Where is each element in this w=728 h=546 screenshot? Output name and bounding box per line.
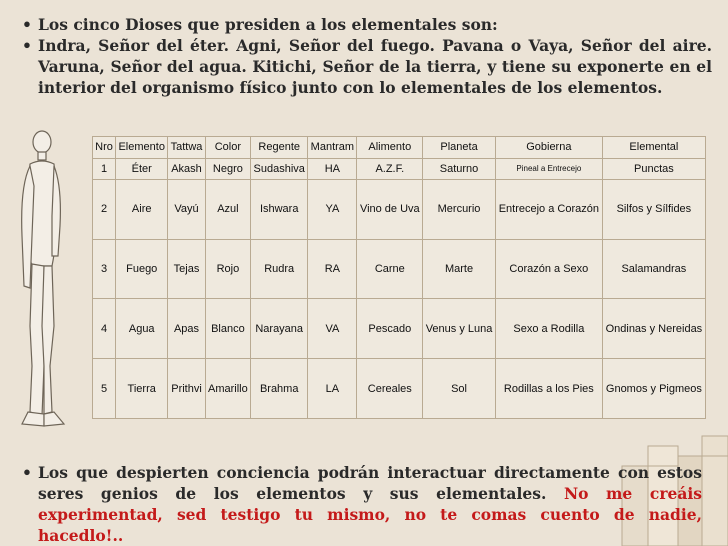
table-cell: Ishwara <box>251 180 308 240</box>
table-cell: Gnomos y Pigmeos <box>602 359 705 419</box>
table-row <box>93 239 706 299</box>
table-cell: Tierra <box>116 359 168 419</box>
table-cell: Carne <box>357 239 423 299</box>
table-row <box>93 359 706 419</box>
table-cell: Apas <box>168 299 205 359</box>
table-cell: Sol <box>423 359 496 419</box>
table-cell: 5 <box>93 359 116 419</box>
table-cell: 3 <box>93 239 116 299</box>
table-cell: Silfos y Sílfides <box>602 180 705 240</box>
table-cell: Pescado <box>357 299 423 359</box>
table-cell: Narayana <box>251 299 308 359</box>
table-cell: 1 <box>93 158 116 180</box>
header-color: Color <box>205 137 250 159</box>
header-alimento: Alimento <box>357 137 423 159</box>
table-cell: Akash <box>168 158 205 180</box>
table-header-row <box>93 137 706 159</box>
table-cell: Azul <box>205 180 250 240</box>
closing-text: Los que despierten conciencia podrán interactuar directamente con estos seres genios de los elementos y sus elementales. <box>38 463 702 503</box>
table-cell: Vayú <box>168 180 205 240</box>
table-cell: VA <box>308 299 357 359</box>
intro-bullet-1 <box>22 14 712 35</box>
table-cell: Marte <box>423 239 496 299</box>
elements-table <box>92 136 706 419</box>
table-cell: Corazón a Sexo <box>495 239 602 299</box>
table-cell: YA <box>308 180 357 240</box>
header-mantram: Mantram <box>308 137 357 159</box>
table-cell: Vino de Uva <box>357 180 423 240</box>
table-cell: Sexo a Rodilla <box>495 299 602 359</box>
elements-table-wrap <box>92 136 706 419</box>
table-cell: Salamandras <box>602 239 705 299</box>
table-cell: Agua <box>116 299 168 359</box>
bullet-dot-icon: • <box>22 463 32 482</box>
header-elemental: Elemental <box>602 137 705 159</box>
closing-bullets <box>22 462 702 546</box>
table-cell: Ondinas y Nereidas <box>602 299 705 359</box>
table-cell: RA <box>308 239 357 299</box>
table-cell: Amarillo <box>205 359 250 419</box>
human-figure-icon <box>8 126 74 430</box>
header-elemento: Elemento <box>116 137 168 159</box>
table-cell: Negro <box>205 158 250 180</box>
table-cell: A.Z.F. <box>357 158 423 180</box>
table-cell: Blanco <box>205 299 250 359</box>
table-cell: Venus y Luna <box>423 299 496 359</box>
table-cell: Prithvi <box>168 359 205 419</box>
table-cell: Saturno <box>423 158 496 180</box>
table-cell: 2 <box>93 180 116 240</box>
table-cell: LA <box>308 359 357 419</box>
closing-bullet <box>22 462 702 546</box>
table-cell: Entrecejo a Corazón <box>495 180 602 240</box>
table-cell: Brahma <box>251 359 308 419</box>
table-cell: Tejas <box>168 239 205 299</box>
intro-bullets <box>22 14 712 98</box>
table-cell: Aire <box>116 180 168 240</box>
table-cell: Fuego <box>116 239 168 299</box>
table-cell: Mercurio <box>423 180 496 240</box>
closing-highlight: No me creáis experimentad, sed testigo tu mismo, no te comas cuento de nadie, hacedlo!.. <box>38 484 703 545</box>
table-cell: Rodillas a los Pies <box>495 359 602 419</box>
table-row <box>93 299 706 359</box>
table-cell: Cereales <box>357 359 423 419</box>
header-planeta: Planeta <box>423 137 496 159</box>
header-regente: Regente <box>251 137 308 159</box>
table-cell: Rojo <box>205 239 250 299</box>
table-cell: 4 <box>93 299 116 359</box>
header-tattwa: Tattwa <box>168 137 205 159</box>
table-cell: Punctas <box>602 158 705 180</box>
bullet-dot-icon: • <box>22 36 32 55</box>
table-row <box>93 158 706 180</box>
table-cell: Sudashiva <box>251 158 308 180</box>
table-cell: HA <box>308 158 357 180</box>
header-nro: Nro <box>93 137 116 159</box>
header-gobierna: Gobierna <box>495 137 602 159</box>
intro-line-2: Indra, Señor del éter. Agni, Señor del fuego. Pavana o Vaya, Señor del aire. Varuna, Señor del agua. Kitichi, Señor de la tierra, y tiene su exponerte en el interior del organismo físico junto con lo elementales de los elementos. <box>38 36 712 97</box>
table-cell: Pineal a Entrecejo <box>495 158 602 180</box>
intro-line-1: Los cinco Dioses que presiden a los elementales son: <box>38 15 498 34</box>
table-row <box>93 180 706 240</box>
table-cell: Rudra <box>251 239 308 299</box>
table-cell: Éter <box>116 158 168 180</box>
intro-bullet-2 <box>22 35 712 98</box>
bullet-dot-icon: • <box>22 15 32 34</box>
